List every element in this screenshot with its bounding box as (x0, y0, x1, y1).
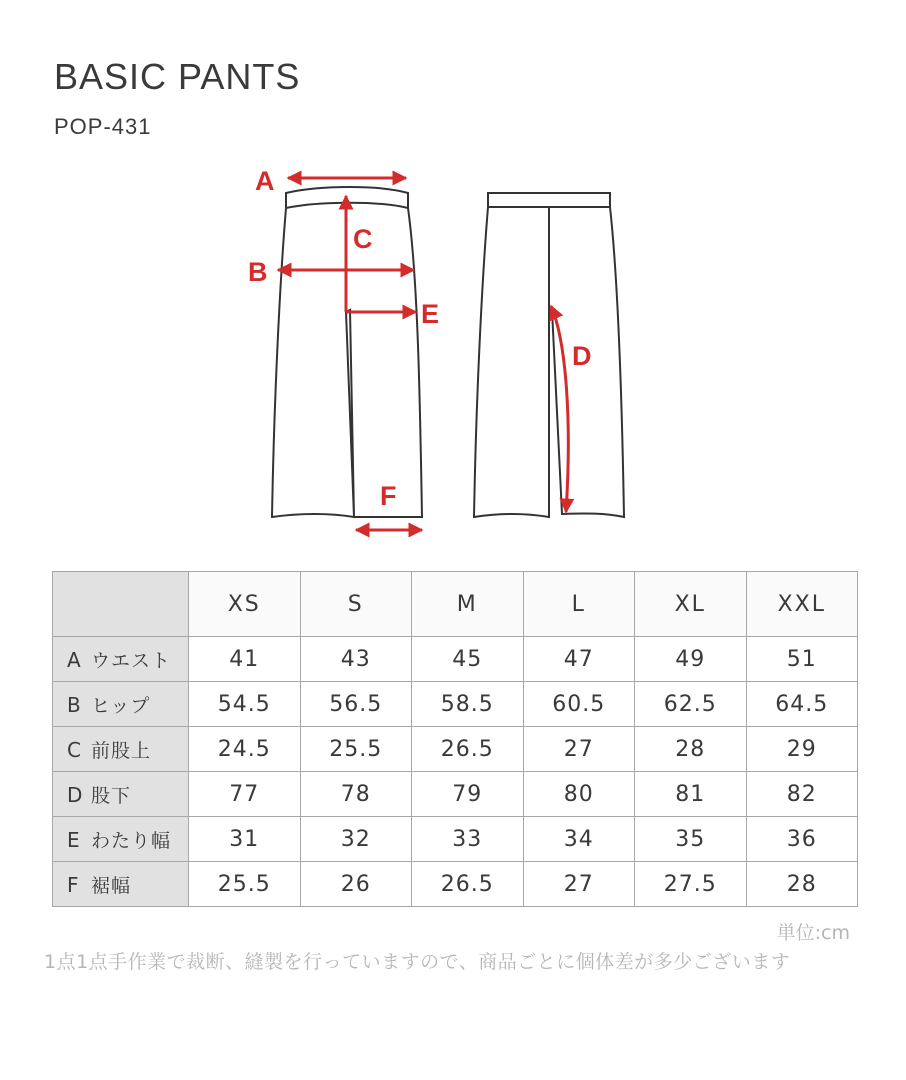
table-cell: 81 (635, 772, 747, 817)
table-row (53, 727, 858, 772)
label-b: B (248, 257, 268, 287)
row-name: 前股上 (91, 739, 152, 762)
table-cell: 28 (635, 727, 747, 772)
handmade-note: 1点1点手作業で裁断、縫製を行っていますので、商品ごとに個体差が多少ございます (44, 951, 791, 973)
table-cell: 27 (523, 862, 635, 907)
table-cell: 29 (746, 727, 858, 772)
row-key: B (67, 692, 82, 717)
size-header-xl: XL (635, 572, 747, 637)
table-cell: 34 (523, 817, 635, 862)
table-cell: 28 (746, 862, 858, 907)
row-key: E (67, 827, 81, 852)
table-cell: 26.5 (412, 727, 524, 772)
product-title: BASIC PANTS (54, 56, 301, 97)
row-key: F (67, 872, 80, 897)
table-cell: 41 (189, 637, 301, 682)
size-table (52, 571, 858, 907)
row-name: 股下 (91, 784, 132, 807)
row-label (53, 727, 189, 772)
unit-label: 単位:cm (776, 922, 850, 944)
table-cell: 79 (412, 772, 524, 817)
size-header-row (53, 572, 858, 637)
label-a: A (255, 166, 275, 196)
table-cell: 25.5 (300, 727, 412, 772)
row-name: 裾幅 (91, 874, 132, 897)
size-header-l: L (523, 572, 635, 637)
row-name: わたり幅 (91, 829, 172, 852)
row-key: C (67, 737, 82, 762)
table-cell: 54.5 (189, 682, 301, 727)
table-cell: 77 (189, 772, 301, 817)
product-code: POP-431 (54, 114, 152, 139)
row-label (53, 817, 189, 862)
table-cell: 27 (523, 727, 635, 772)
table-cell: 35 (635, 817, 747, 862)
size-header-xs: XS (189, 572, 301, 637)
table-corner (53, 572, 189, 637)
measurement-arrows (278, 178, 568, 530)
label-c: C (353, 224, 373, 254)
table-cell: 49 (635, 637, 747, 682)
row-name: ウエスト (91, 649, 172, 672)
row-key: A (67, 647, 82, 672)
table-cell: 60.5 (523, 682, 635, 727)
table-cell: 58.5 (412, 682, 524, 727)
table-cell: 82 (746, 772, 858, 817)
pants-back-view (474, 193, 624, 517)
table-row (53, 637, 858, 682)
table-cell: 45 (412, 637, 524, 682)
size-header-s: S (300, 572, 412, 637)
table-cell: 27.5 (635, 862, 747, 907)
row-label (53, 682, 189, 727)
table-cell: 31 (189, 817, 301, 862)
table-cell: 64.5 (746, 682, 858, 727)
table-cell: 43 (300, 637, 412, 682)
label-f: F (380, 481, 397, 511)
row-label (53, 637, 189, 682)
table-cell: 26.5 (412, 862, 524, 907)
row-label (53, 772, 189, 817)
table-cell: 56.5 (300, 682, 412, 727)
table-cell: 62.5 (635, 682, 747, 727)
label-d: D (572, 341, 592, 371)
table-cell: 32 (300, 817, 412, 862)
table-row (53, 862, 858, 907)
row-label (53, 862, 189, 907)
table-row (53, 817, 858, 862)
table-cell: 36 (746, 817, 858, 862)
table-row (53, 682, 858, 727)
row-key: D (67, 782, 84, 807)
table-cell: 33 (412, 817, 524, 862)
table-cell: 78 (300, 772, 412, 817)
table-cell: 26 (300, 862, 412, 907)
row-name: ヒップ (91, 694, 151, 717)
table-cell: 25.5 (189, 862, 301, 907)
label-e: E (421, 299, 440, 329)
back-waistband (488, 193, 610, 207)
measurement-labels (248, 166, 592, 511)
size-header-xxl: XXL (746, 572, 858, 637)
table-cell: 24.5 (189, 727, 301, 772)
table-row (53, 772, 858, 817)
table-cell: 80 (523, 772, 635, 817)
table-cell: 51 (746, 637, 858, 682)
table-cell: 47 (523, 637, 635, 682)
size-header-m: M (412, 572, 524, 637)
